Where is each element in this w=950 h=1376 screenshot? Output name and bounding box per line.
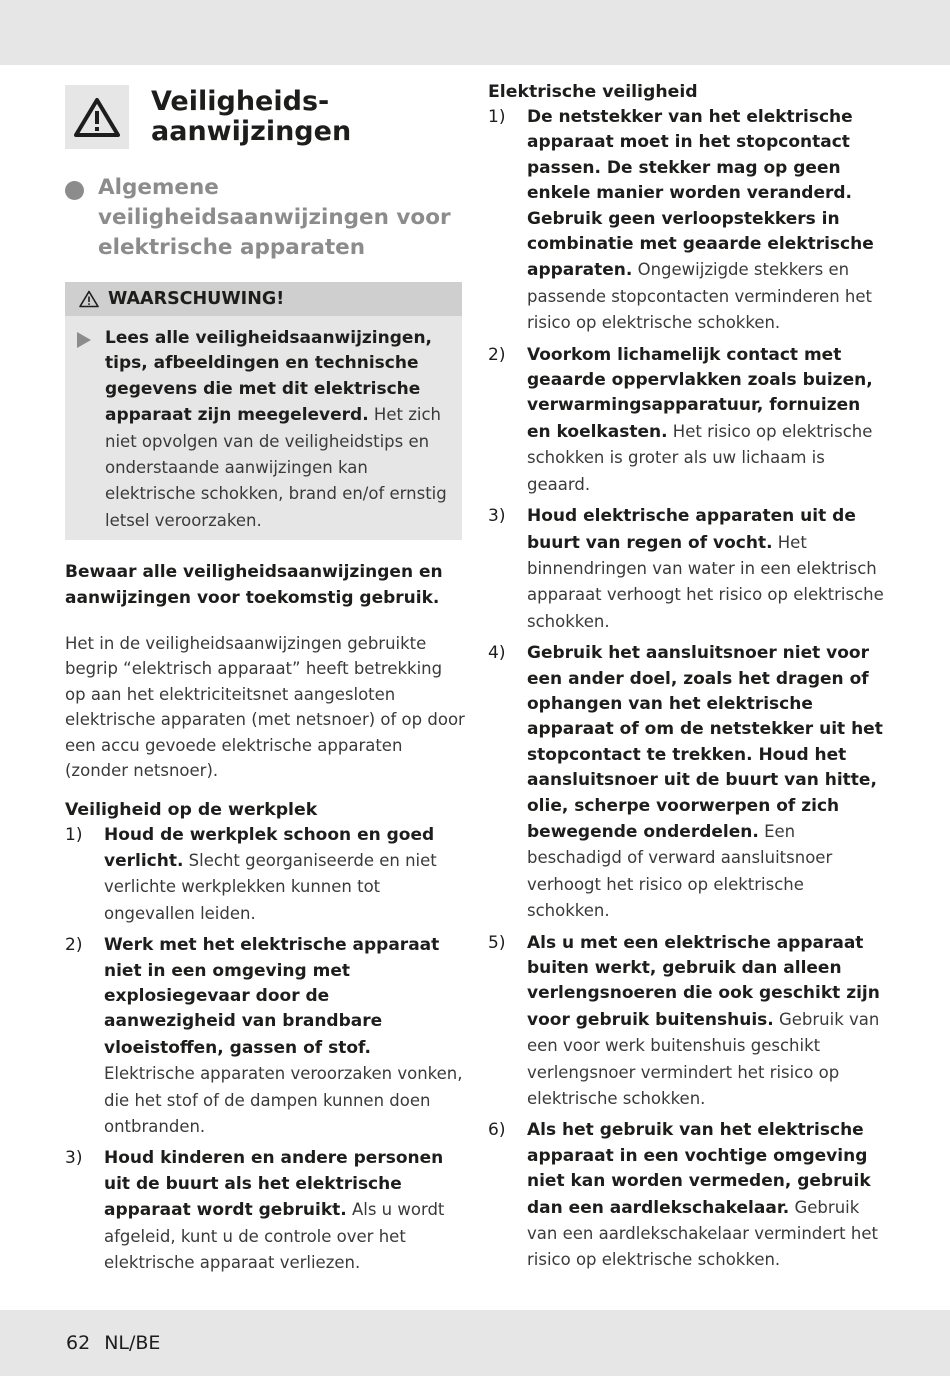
subhead-line3: elektrische apparaten <box>98 235 366 260</box>
item-number: 1) <box>65 824 83 845</box>
item-text: Een beschadigd of verward aansluitsnoer verhoogt het risico op elektrische schokken. <box>527 821 833 921</box>
section-header <box>65 85 465 149</box>
item-text: Het binnendringen van water in een elektrisch apparaat verhoogt het risico op elektrische schokken. <box>527 532 884 631</box>
warning-icon-box <box>65 85 129 149</box>
item-bold: Als het gebruik van het elektrische apparaat in een vochtige omgeving niet kan worden vermeden, gebruik dan een aardlekschakelaar. <box>527 1120 871 1218</box>
header-bar <box>0 0 950 65</box>
item-bold: Voorkom lichamelijk contact met geaarde oppervlakken zoals buizen, verwarmingsapparatuur, fornuizen en koelkasten. <box>527 344 873 442</box>
item-text: Het risico op elektrische schokken is groter als uw lichaam is geaard. <box>527 421 873 494</box>
item-text: Gebruik van een aardlekschakelaar vermindert het risico op elektrische schokken. <box>527 1197 878 1270</box>
item-text: Als u wordt afgeleid, kunt u de controle over het elektrische apparaat verliezen. <box>104 1200 445 1272</box>
bullet-dot-icon <box>65 181 84 200</box>
item-number: 5) <box>488 932 506 953</box>
section-title-line1: Veiligheids- <box>151 86 330 117</box>
item-number: 3) <box>65 1148 83 1169</box>
warning-label: WAARSCHUWING! <box>108 289 285 309</box>
item-bold: Gebruik het aansluitsnoer niet voor een ander doel, zoals het dragen of ophangen van het elektrische apparaat of om de netstekker uit het stopcontact te trekken. Houd het aansluitsnoer uit de buurt van hitte, olie, scherpe voorwerpen of zich bewegende onderdelen. <box>527 643 883 842</box>
electrical-list <box>488 105 888 1274</box>
item-bold: Houd kinderen en andere personen uit de buurt als het elektrische apparaat wordt gebruikt. <box>104 1148 444 1221</box>
list-item <box>488 641 888 924</box>
warning-box <box>65 282 462 540</box>
list-item <box>488 343 888 498</box>
item-text: Ongewijzigde stekkers en passende stopcontacten verminderen het risico op elektrische schokken. <box>527 260 872 333</box>
list-item <box>65 823 465 928</box>
warning-header <box>65 282 462 316</box>
warning-body <box>65 316 462 540</box>
list-item <box>488 504 888 635</box>
electrical-heading: Elektrische veiligheid <box>488 82 698 102</box>
warning-bold: Lees alle veiligheidsaanwijzingen, tips, afbeeldingen en technische gegevens die met dit elektrische apparaat zijn meegeleverd. <box>105 328 433 426</box>
right-column <box>488 78 888 1274</box>
warning-triangle-icon <box>74 97 120 137</box>
item-bold: De netstekker van het elektrische apparaat moet in het stopcontact passen. De stekker mag op geen enkele manier worden veranderd. Gebruik geen verloopstekkers in combinatie met geaarde elektrische apparaten. <box>527 107 874 281</box>
item-bold: Houd elektrische apparaten uit de buurt van regen of vocht. <box>527 506 856 553</box>
item-number: 3) <box>488 506 506 527</box>
footer <box>66 1332 160 1354</box>
subhead-line2: veiligheidsaanwijzingen voor <box>98 205 451 230</box>
warning-text <box>105 326 454 534</box>
page-number: 62 <box>66 1332 91 1354</box>
item-bold: Werk met het elektrische apparaat niet in een omgeving met explosiegevaar door de aanwezigheid van brandbare vloeistoffen, gassen of stof. <box>104 935 440 1058</box>
item-bold: Houd de werkplek schoon en goed verlicht. <box>104 824 435 871</box>
list-item <box>488 1118 888 1273</box>
left-column <box>65 78 465 1276</box>
item-text: Gebruik van een voor werk buitenshuis geschikt verlengsnoer vermindert het risico op elektrische schokken. <box>527 1009 880 1109</box>
list-item <box>488 105 888 337</box>
list-item <box>65 933 465 1140</box>
item-text: Slecht georganiseerde en niet verlichte werkplekken kunnen tot ongevallen leiden. <box>104 850 437 923</box>
list-item <box>65 1146 465 1276</box>
workplace-list <box>65 823 465 1277</box>
section-title-line2: aanwijzingen <box>151 116 352 147</box>
play-triangle-icon <box>77 332 91 348</box>
subsection-heading <box>65 173 465 263</box>
language-code: NL/BE <box>104 1332 161 1354</box>
item-bold: Als u met een elektrische apparaat buiten werkt, gebruik dan alleen verlengsnoeren die ook geschikt zijn voor gebruik buitenshuis. <box>527 932 880 1030</box>
section-title <box>151 87 351 147</box>
keep-note: Bewaar alle veiligheidsaanwijzingen en aanwijzingen voor toekomstig gebruik. <box>65 562 443 608</box>
item-number: 2) <box>488 344 506 365</box>
item-number: 1) <box>488 107 506 127</box>
warning-rest: Het zich niet opvolgen van de veiligheidstips en onderstaande aanwijzingen kan elektrische schokken, brand en/of ernstig letsel veroorzaken. <box>105 405 447 530</box>
workplace-heading: Veiligheid op de werkplek <box>65 799 318 820</box>
item-number: 2) <box>65 935 83 956</box>
item-number: 6) <box>488 1120 506 1141</box>
item-text: Elektrische apparaten veroorzaken vonken, die het stof of de dampen kunnen doen ontbranden. <box>104 1064 463 1136</box>
warning-triangle-icon <box>79 290 99 308</box>
list-item <box>488 931 888 1113</box>
subhead-line1: Algemene <box>98 175 219 200</box>
item-number: 4) <box>488 643 506 664</box>
definition-paragraph: Het in de veiligheidsaanwijzingen gebruikte begrip “elektrisch apparaat” heeft betrekking op aan het elektriciteitsnet aangesloten elektrische apparaten (met netsnoer) of op door een accu gevoede elektrische apparaten (zonder netsnoer). <box>65 634 465 781</box>
